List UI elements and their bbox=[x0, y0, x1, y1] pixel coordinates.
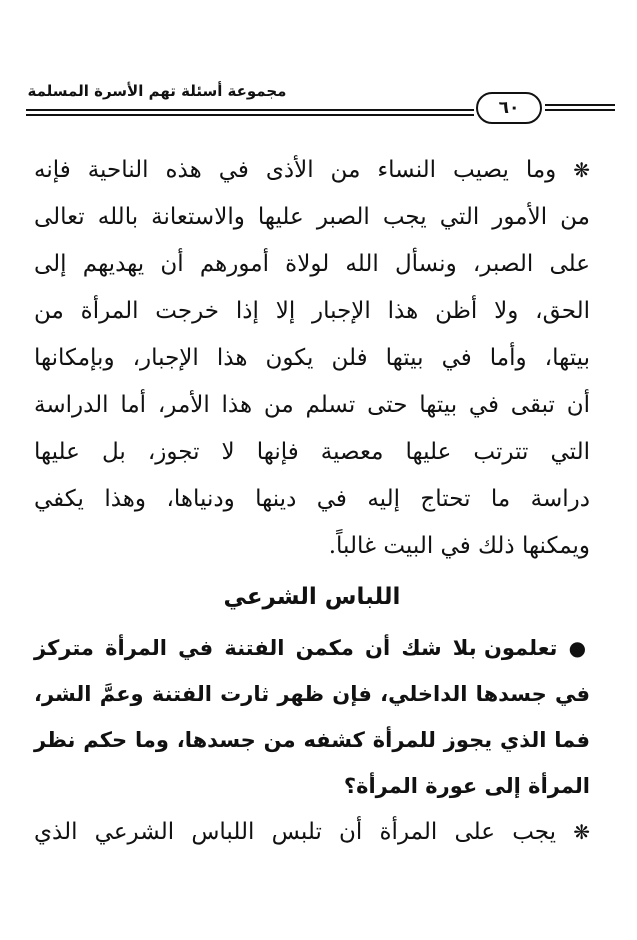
question-line: في جسدها الداخلي، فإن ظهر ثارت الفتنة وعمَّ الشر، bbox=[34, 682, 590, 706]
header-rule-right-bottom bbox=[545, 109, 615, 111]
answer-line-text: وما يصيب النساء من الأذى في هذه الناحية فإنه bbox=[34, 157, 557, 183]
answer-line: أن تبقى في بيتها حتى تسلم من هذا الأمر، أما الدراسة bbox=[34, 392, 590, 418]
answer-line: على الصبر، ونسأل الله لولاة أمورهم أن يهديهم إلى bbox=[34, 251, 590, 277]
answer-line-text: يجب على المرأة أن تلبس اللباس الشرعي الذي bbox=[34, 819, 557, 845]
answer-line bbox=[34, 147, 590, 194]
asterisk-marker-icon: ❋ bbox=[573, 820, 590, 844]
answer-line: ويمكنها ذلك في البيت غالباً. bbox=[328, 533, 590, 559]
answer-line bbox=[34, 809, 590, 856]
running-title: مجموعة أسئلة تهم الأسرة المسلمة bbox=[27, 82, 287, 100]
page-body bbox=[34, 147, 590, 856]
question-line bbox=[34, 625, 590, 671]
question-line-text: تعلمون بلا شك أن مكمن الفتنة في المرأة متركز bbox=[34, 636, 558, 660]
header-rule-right-top bbox=[545, 104, 615, 106]
answer-line: بيتها، وأما في بيتها فلن يكون هذا الإجبار، وبإمكانها bbox=[34, 345, 590, 371]
answer-line: دراسة ما تحتاج إليه في دينها ودنياها، وهذا يكفي bbox=[34, 486, 590, 512]
section-heading: اللباس الشرعي bbox=[223, 584, 401, 610]
answer-line: التي تترتب عليها معصية فإنها لا تجوز، بل عليها bbox=[34, 439, 590, 465]
question-line: فما الذي يجوز للمرأة كشفه من جسدها، وما حكم نظر bbox=[34, 728, 590, 752]
page-number: ٦٠ bbox=[476, 92, 542, 124]
answer-line: الحق، ولا أظن هذا الإجبار إلا إذا خرجت المرأة من bbox=[34, 298, 590, 324]
answer-line: من الأمور التي يجب الصبر عليها والاستعانة بالله تعالى bbox=[34, 204, 590, 230]
bullet-icon: ● bbox=[568, 636, 591, 660]
header-rule-bottom bbox=[26, 114, 474, 116]
header-rule-top bbox=[26, 109, 474, 111]
question-line: المرأة إلى عورة المرأة؟ bbox=[343, 774, 590, 798]
asterisk-marker-icon: ❋ bbox=[573, 158, 590, 182]
